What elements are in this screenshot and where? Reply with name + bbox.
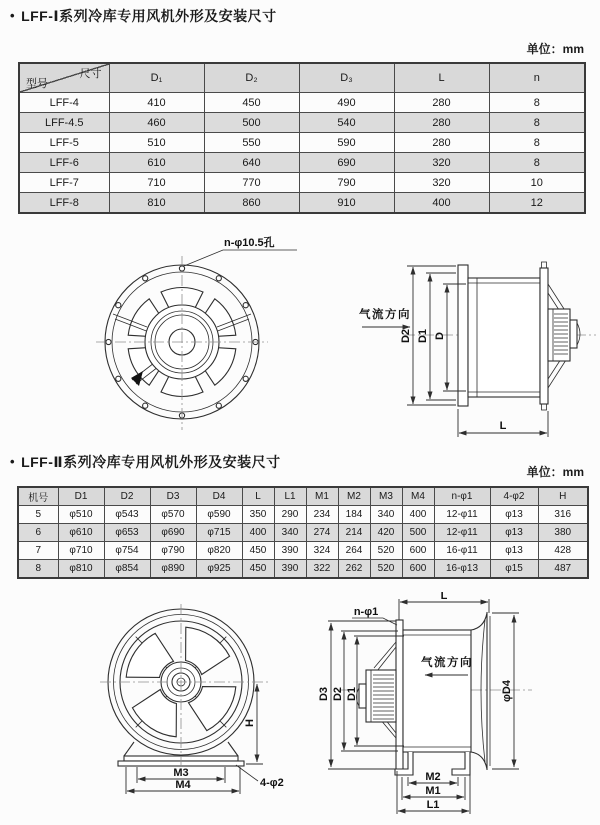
model-cell: LFF-6: [19, 153, 109, 173]
value-cell: φ890: [150, 560, 196, 579]
value-cell: 16-φ11: [434, 542, 490, 560]
value-cell: 7: [18, 542, 58, 560]
value-cell: 8: [489, 113, 585, 133]
corner-header-cell: [19, 63, 109, 93]
t2-header-nphi1: n-φ1: [434, 487, 490, 506]
value-cell: 350: [242, 506, 274, 524]
corner-bottom-label: 型号: [26, 78, 48, 90]
value-cell: φ854: [104, 560, 150, 579]
value-cell: φ13: [490, 506, 538, 524]
airflow-label: 气流方向: [359, 309, 411, 321]
model-cell: LFF-5: [19, 133, 109, 153]
hole-count-label: n-φ10.5孔: [224, 237, 275, 249]
t1-header-d2: D₂: [204, 63, 299, 93]
value-cell: φ810: [58, 560, 104, 579]
value-cell: 280: [394, 133, 489, 153]
value-cell: 380: [538, 524, 588, 542]
value-cell: 590: [299, 133, 394, 153]
value-cell: 320: [394, 173, 489, 193]
flange-hole-callout: [352, 606, 397, 625]
t2-header-d4: D4: [196, 487, 242, 506]
table-row: [19, 193, 585, 214]
lff1-spec-table: [18, 62, 586, 214]
value-cell: 540: [299, 113, 394, 133]
lff1-side-view: [359, 262, 596, 437]
t2-header-m1: M1: [306, 487, 338, 506]
table-header-row: [19, 63, 585, 93]
value-cell: 520: [370, 542, 402, 560]
value-cell: 860: [204, 193, 299, 214]
table-row: [18, 524, 588, 542]
value-cell: 450: [242, 542, 274, 560]
flange-hole-label: n-φ1: [353, 606, 379, 618]
dim-label-m3: M3: [173, 767, 189, 779]
t2-header-4phi2: 4-φ2: [490, 487, 538, 506]
bullet-icon: •: [10, 454, 16, 469]
model-cell: LFF-4.5: [19, 113, 109, 133]
value-cell: 280: [394, 113, 489, 133]
value-cell: φ510: [58, 506, 104, 524]
t2-header-m2: M2: [338, 487, 370, 506]
value-cell: 5: [18, 506, 58, 524]
value-cell: φ13: [490, 542, 538, 560]
value-cell: φ653: [104, 524, 150, 542]
table-header-row: [18, 487, 588, 506]
value-cell: 550: [204, 133, 299, 153]
value-cell: 12: [489, 193, 585, 214]
dim-label-d3: D3: [318, 686, 330, 702]
t2-header-l1: L1: [274, 487, 306, 506]
value-cell: 640: [204, 153, 299, 173]
motor: [357, 642, 397, 738]
value-cell: φ754: [104, 542, 150, 560]
value-cell: 428: [538, 542, 588, 560]
value-cell: 810: [109, 193, 204, 214]
t1-header-l: L: [394, 63, 489, 93]
section2-title-text: LFF-Ⅱ系列冷库专用风机外形及安装尺寸: [21, 454, 281, 470]
dim-label-d4: φD4: [501, 680, 513, 702]
dim-label-l: L: [499, 420, 507, 432]
value-cell: 510: [109, 133, 204, 153]
table-row: [19, 173, 585, 193]
value-cell: 420: [370, 524, 402, 542]
value-cell: 184: [338, 506, 370, 524]
value-cell: 487: [538, 560, 588, 579]
value-cell: 274: [306, 524, 338, 542]
value-cell: φ610: [58, 524, 104, 542]
value-cell: 400: [394, 193, 489, 214]
dimension-d4: [492, 613, 519, 769]
t1-header-d3: D₃: [299, 63, 394, 93]
value-cell: 450: [242, 560, 274, 579]
dimension-l: [458, 409, 548, 437]
section1-unit-label: 单位：mm: [526, 42, 584, 56]
value-cell: 690: [299, 153, 394, 173]
value-cell: 610: [109, 153, 204, 173]
section2-unit-label: 单位：mm: [526, 465, 584, 479]
value-cell: 460: [109, 113, 204, 133]
dim-label-d2: D2: [400, 328, 412, 344]
value-cell: 490: [299, 93, 394, 113]
t2-header-d2: D2: [104, 487, 150, 506]
value-cell: 10: [489, 173, 585, 193]
dim-label-l: L: [440, 592, 448, 602]
t2-header-size: 机号: [18, 487, 58, 506]
value-cell: 12-φ11: [434, 524, 490, 542]
dim-label-d1: D1: [346, 686, 358, 702]
value-cell: 8: [489, 133, 585, 153]
value-cell: 400: [402, 506, 434, 524]
value-cell: φ925: [196, 560, 242, 579]
value-cell: 290: [274, 506, 306, 524]
value-cell: 16-φ13: [434, 560, 490, 579]
lff2-drawing: [0, 592, 600, 825]
value-cell: 600: [402, 542, 434, 560]
value-cell: 214: [338, 524, 370, 542]
table-row: [18, 506, 588, 524]
value-cell: φ13: [490, 524, 538, 542]
table-row: [18, 560, 588, 579]
value-cell: 520: [370, 560, 402, 579]
corner-top-label: 尺寸: [79, 68, 102, 80]
motor: [548, 284, 580, 388]
value-cell: 910: [299, 193, 394, 214]
value-cell: 500: [204, 113, 299, 133]
value-cell: 340: [370, 506, 402, 524]
table-row: [19, 153, 585, 173]
section2-title: [10, 452, 281, 472]
t2-header-h: H: [538, 487, 588, 506]
foot-hole-label: 4-φ2: [260, 777, 284, 789]
value-cell: 450: [204, 93, 299, 113]
value-cell: 12-φ11: [434, 506, 490, 524]
value-cell: 6: [18, 524, 58, 542]
section1-title-text: LFF-Ⅰ系列冷库专用风机外形及安装尺寸: [21, 8, 277, 24]
dim-label-d2: D2: [332, 686, 344, 702]
t2-header-d1: D1: [58, 487, 104, 506]
dim-label-l1: L1: [426, 799, 440, 811]
dim-label-d: D: [434, 332, 446, 340]
section1-title: [10, 6, 277, 26]
dimension-m2: [408, 771, 458, 786]
value-cell: 316: [538, 506, 588, 524]
lff2-side-view: [318, 592, 532, 814]
value-cell: φ590: [196, 506, 242, 524]
value-cell: φ15: [490, 560, 538, 579]
table-row: [19, 133, 585, 153]
value-cell: φ570: [150, 506, 196, 524]
t1-header-d1: D₁: [109, 63, 204, 93]
value-cell: 710: [109, 173, 204, 193]
table-row: [19, 93, 585, 113]
airflow-direction: [359, 307, 411, 327]
value-cell: 790: [299, 173, 394, 193]
lff1-front-view: [96, 235, 297, 430]
value-cell: 322: [306, 560, 338, 579]
t1-header-n: n: [489, 63, 585, 93]
t2-header-m4: M4: [402, 487, 434, 506]
lff2-spec-table: [17, 486, 589, 579]
value-cell: 600: [402, 560, 434, 579]
value-cell: φ715: [196, 524, 242, 542]
value-cell: 400: [242, 524, 274, 542]
value-cell: φ710: [58, 542, 104, 560]
value-cell: 324: [306, 542, 338, 560]
value-cell: 234: [306, 506, 338, 524]
value-cell: 340: [274, 524, 306, 542]
dim-label-d1: D1: [417, 328, 429, 344]
lff2-front-view: [100, 604, 284, 794]
foot-hole-callout: [236, 765, 284, 789]
value-cell: 264: [338, 542, 370, 560]
table-row: [19, 113, 585, 133]
hole-leader-line: [184, 250, 297, 266]
t2-header-l: L: [242, 487, 274, 506]
value-cell: φ543: [104, 506, 150, 524]
t2-header-m3: M3: [370, 487, 402, 506]
t2-header-d3: D3: [150, 487, 196, 506]
inlet-bell: [471, 612, 490, 770]
value-cell: 390: [274, 560, 306, 579]
bullet-icon: •: [10, 8, 16, 23]
dim-label-h: H: [244, 719, 256, 727]
dimension-l: [399, 592, 489, 620]
value-cell: 390: [274, 542, 306, 560]
dim-label-m1: M1: [425, 785, 441, 797]
value-cell: 8: [18, 560, 58, 579]
value-cell: 500: [402, 524, 434, 542]
value-cell: 8: [489, 93, 585, 113]
model-cell: LFF-7: [19, 173, 109, 193]
value-cell: 770: [204, 173, 299, 193]
value-cell: φ790: [150, 542, 196, 560]
table-row: [18, 542, 588, 560]
model-cell: LFF-8: [19, 193, 109, 214]
value-cell: 280: [394, 93, 489, 113]
model-cell: LFF-4: [19, 93, 109, 113]
lff1-drawing: [0, 213, 600, 443]
dim-label-m2: M2: [425, 771, 441, 783]
dim-label-m4: M4: [175, 779, 191, 791]
value-cell: 410: [109, 93, 204, 113]
value-cell: 320: [394, 153, 489, 173]
airflow-label: 气流方向: [421, 657, 473, 669]
value-cell: φ690: [150, 524, 196, 542]
value-cell: 262: [338, 560, 370, 579]
value-cell: 8: [489, 153, 585, 173]
value-cell: φ820: [196, 542, 242, 560]
